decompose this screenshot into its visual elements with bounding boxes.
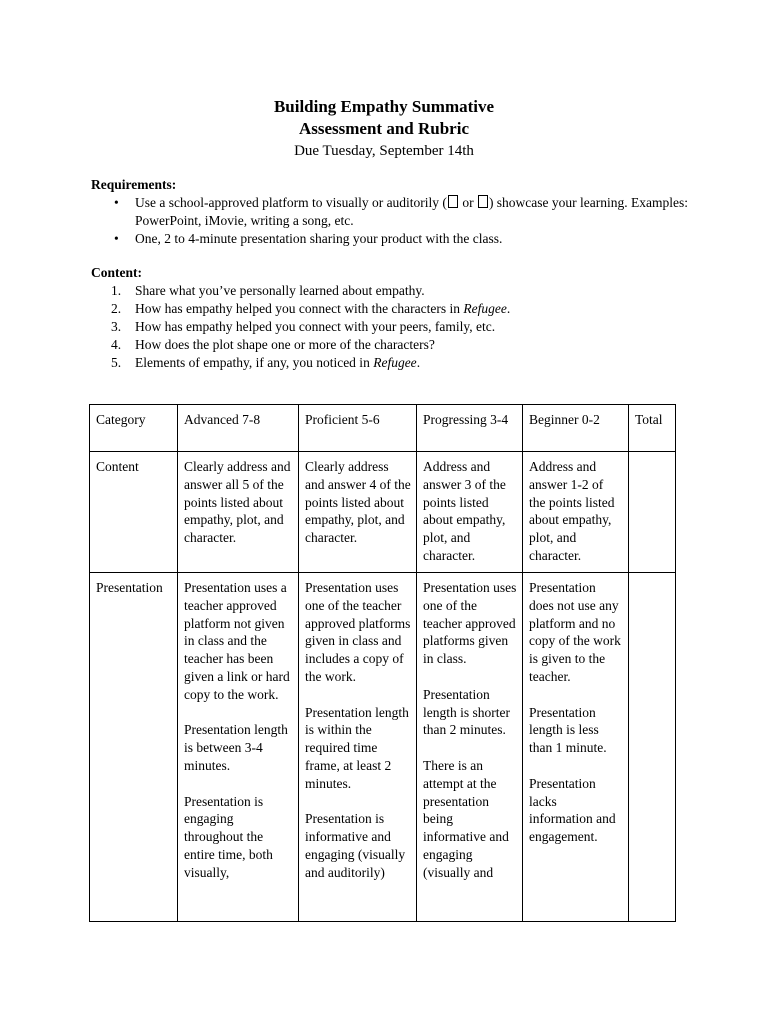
content-item-number: 1. bbox=[111, 283, 122, 298]
cell-paragraph: Presentation uses a teacher approved platform not given in class and the teacher has been given a link or hard copy to the work. bbox=[184, 580, 290, 702]
header-cell-advanced: Advanced 7-8 bbox=[178, 405, 299, 452]
content-item bbox=[91, 354, 691, 372]
due-date: Due Tuesday, September 14th bbox=[294, 143, 474, 159]
cell-paragraph: Presentation is informative and engaging (visually and auditorily) bbox=[305, 811, 406, 880]
category-cell: Presentation bbox=[90, 573, 178, 922]
proficient-cell bbox=[299, 452, 417, 573]
requirement-text-after: ) showcase your learning. Examples: PowerPoint, iMovie, writing a song, etc. bbox=[135, 195, 689, 228]
total-cell bbox=[629, 452, 676, 573]
content-item bbox=[91, 300, 691, 318]
requirements-heading: Requirements: bbox=[91, 177, 177, 192]
content-item-text: Elements of empathy, if any, you noticed in bbox=[135, 355, 374, 370]
content-item-number: 3. bbox=[111, 319, 122, 334]
cell-paragraph: Clearly address and answer 4 of the points listed about empathy, plot, and character. bbox=[305, 459, 411, 546]
cell-paragraph: There is an attempt at the presentation being informative and engaging (visually and bbox=[423, 757, 509, 880]
bullet-icon: • bbox=[114, 195, 119, 210]
header-cell-category: Category bbox=[90, 405, 178, 452]
advanced-cell bbox=[178, 452, 299, 573]
proficient-cell bbox=[299, 573, 417, 922]
requirement-item bbox=[91, 194, 691, 230]
header-cell-total: Total bbox=[629, 405, 676, 452]
cell-paragraph: Presentation is engaging throughout the entire time, both visually, bbox=[184, 793, 273, 880]
rubric-header-row bbox=[90, 405, 676, 452]
content-item-end: . bbox=[416, 355, 421, 370]
cell-paragraph: Presentation length is less than 1 minute. bbox=[529, 704, 607, 756]
content-item-number: 5. bbox=[111, 355, 122, 370]
rubric-row-content bbox=[90, 452, 676, 573]
header-cell-progressing: Progressing 3-4 bbox=[417, 405, 523, 452]
cell-paragraph: Presentation uses one of the teacher approved platforms given in class. bbox=[423, 580, 517, 667]
content-item-text: Share what you’ve personally learned about empathy. bbox=[135, 283, 425, 298]
content-item-text: How has empathy helped you connect with your peers, family, etc. bbox=[135, 319, 496, 334]
cell-paragraph: Presentation lacks information and engagement. bbox=[529, 775, 616, 845]
content-section bbox=[91, 264, 691, 372]
content-item bbox=[91, 318, 691, 336]
cell-paragraph: Presentation length is shorter than 2 minutes. bbox=[423, 686, 510, 738]
cell-paragraph: Clearly address and answer all 5 of the points listed about empathy, plot, and character. bbox=[184, 459, 291, 546]
requirement-item bbox=[91, 230, 691, 248]
cell-paragraph: Presentation does not use any platform and no copy of the work is given to the teacher. bbox=[529, 580, 621, 684]
category-cell: Content bbox=[90, 452, 178, 573]
content-item-text: How has empathy helped you connect with the characters in bbox=[135, 301, 464, 316]
bullet-icon: • bbox=[114, 231, 119, 246]
document-title-line-1: Building Empathy Summative bbox=[273, 97, 495, 116]
box-icon bbox=[478, 195, 488, 208]
rubric-table bbox=[89, 404, 676, 922]
content-item-number: 4. bbox=[111, 337, 122, 352]
progressing-cell bbox=[417, 573, 523, 922]
book-title: Refugee bbox=[373, 355, 417, 370]
content-item bbox=[91, 282, 691, 300]
requirement-text-middle: or bbox=[458, 195, 477, 210]
cell-paragraph: Presentation uses one of the teacher approved platforms given in class and includes a copy of the work. bbox=[305, 580, 411, 684]
beginner-cell bbox=[523, 452, 629, 573]
cell-paragraph: Presentation length is between 3-4 minutes. bbox=[184, 722, 288, 773]
requirement-text: One, 2 to 4-minute presentation sharing your product with the class. bbox=[135, 231, 503, 246]
header-cell-beginner: Beginner 0-2 bbox=[523, 405, 629, 452]
rubric-row-presentation bbox=[90, 573, 676, 922]
header-cell-proficient: Proficient 5-6 bbox=[299, 405, 417, 452]
content-item-end: . bbox=[506, 301, 511, 316]
progressing-cell bbox=[417, 452, 523, 573]
advanced-cell bbox=[178, 573, 299, 922]
requirement-text-before: Use a school-approved platform to visually or auditorily ( bbox=[135, 195, 447, 210]
content-item-text: How does the plot shape one or more of the characters? bbox=[135, 337, 435, 352]
beginner-cell bbox=[523, 573, 629, 922]
content-list bbox=[91, 282, 691, 372]
content-item bbox=[91, 336, 691, 354]
book-title: Refugee bbox=[463, 301, 507, 316]
cell-paragraph: Presentation length is within the required time frame, at least 2 minutes. bbox=[305, 704, 409, 791]
requirements-list bbox=[91, 194, 691, 248]
requirements-section bbox=[91, 176, 691, 248]
cell-paragraph: Address and answer 1-2 of the points listed about empathy, plot, and character. bbox=[529, 459, 615, 563]
total-cell bbox=[629, 573, 676, 922]
box-icon bbox=[448, 195, 458, 208]
content-heading: Content: bbox=[91, 265, 142, 280]
content-item-number: 2. bbox=[111, 301, 122, 316]
cell-paragraph: Address and answer 3 of the points listed about empathy, plot, and character. bbox=[423, 459, 506, 563]
title-block bbox=[0, 96, 768, 161]
document-title-line-2: Assessment and Rubric bbox=[298, 119, 470, 138]
